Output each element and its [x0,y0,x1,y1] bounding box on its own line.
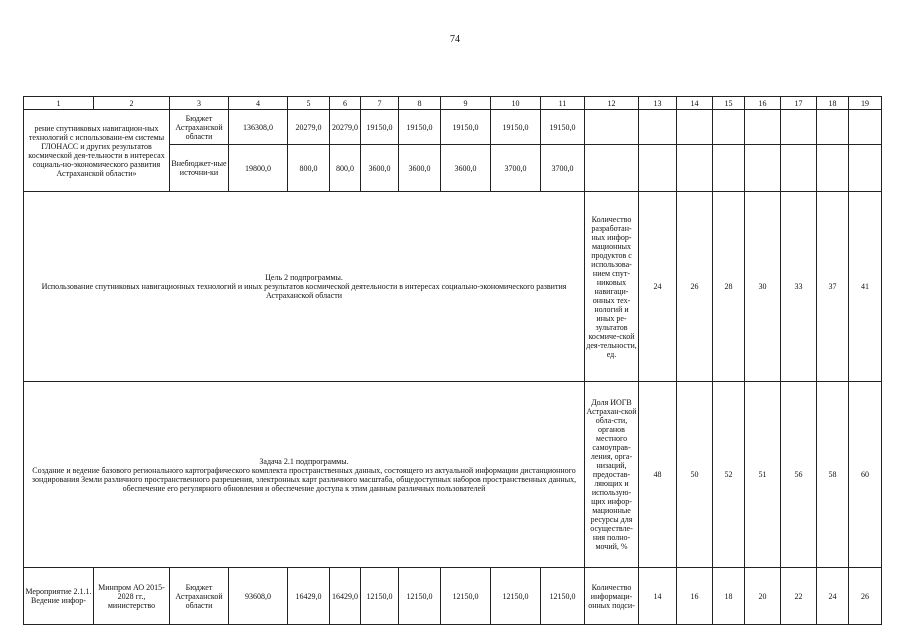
value-cell: 800,0 [288,145,330,192]
column-header: 7 [361,97,399,110]
empty-cell [817,110,849,145]
indicator-value: 37 [817,192,849,382]
indicator-value: 52 [713,382,745,568]
value-cell: 20279,0 [288,110,330,145]
value-cell: 93608,0 [229,568,288,625]
column-header: 3 [170,97,229,110]
empty-cell [677,110,713,145]
empty-cell [585,110,639,145]
indicator-value: 18 [713,568,745,625]
funding-source: Бюджет Астраханской области [170,110,229,145]
value-cell: 19150,0 [491,110,541,145]
indicator-value: 22 [781,568,817,625]
indicator-value: 30 [745,192,781,382]
empty-cell [677,145,713,192]
goal-indicator: Количество разработан-ных инфор-мационных продуктов с использова-нием спут-никовых навигаци-онных тех-нологий и иных ре-зультатов космиче-ской дея-тельности, ед. [585,192,639,382]
column-header: 4 [229,97,288,110]
measure-executor: Минпром АО 2015-2028 гг., министерство [94,568,170,625]
value-cell: 19150,0 [541,110,585,145]
value-cell: 19150,0 [361,110,399,145]
column-header: 5 [288,97,330,110]
column-header: 17 [781,97,817,110]
value-cell: 3600,0 [361,145,399,192]
goal-cell [24,192,585,382]
indicator-value: 24 [817,568,849,625]
column-header: 15 [713,97,745,110]
column-header: 16 [745,97,781,110]
column-header: 1 [24,97,94,110]
value-cell: 12150,0 [361,568,399,625]
value-cell: 12150,0 [491,568,541,625]
indicator-value: 50 [677,382,713,568]
task-indicator: Доля ИОГВ Астрахан-ской обла-сти, органов местного самоуправ-ления, орга-низаций, предостав-ляющих и использую-щих инфор-мационные ресурсы для осуществле-ния полно-мочий, % [585,382,639,568]
empty-cell [639,145,677,192]
column-header: 2 [94,97,170,110]
empty-cell [713,110,745,145]
task-title: Задача 2.1 подпрограммы. [259,456,349,466]
column-header: 18 [817,97,849,110]
goal-text: Использование спутниковых навигационных технологий и иных результатов космической деятельности в интересах социально-экономического развития Астраханской области [41,282,567,300]
column-header: 10 [491,97,541,110]
program-table [23,96,882,625]
table-row [24,110,882,145]
measure-description: рение спутниковых навигацион-ных технологий с использовани-ем системы ГЛОНАСС и других результатов космической дея-тельности в интересах социаль-но-экономического развития Астраханской области» [24,110,170,192]
empty-cell [849,110,882,145]
measure-indicator: Количество информаци-онных подси- [585,568,639,625]
empty-cell [781,145,817,192]
value-cell: 3700,0 [491,145,541,192]
measure-name: Мероприятие 2.1.1. Ведение инфор- [24,568,94,625]
value-cell: 20279,0 [330,110,361,145]
value-cell: 3700,0 [541,145,585,192]
indicator-value: 14 [639,568,677,625]
column-header: 8 [399,97,441,110]
funding-source: Бюджет Астраханской области [170,568,229,625]
task-cell [24,382,585,568]
funding-source: Внебюджет-ные источни-ки [170,145,229,192]
column-header: 13 [639,97,677,110]
column-header: 19 [849,97,882,110]
empty-cell [849,145,882,192]
value-cell: 3600,0 [399,145,441,192]
value-cell: 19150,0 [399,110,441,145]
column-header-row [24,97,882,110]
indicator-value: 24 [639,192,677,382]
task-text: Создание и ведение базового регионального картографического комплекта пространственных данных, состоящего из актуальной информации дистанционного зондирования Земли различного пространственного разрешения, электронных карт различного масштаба, общедоступных наборов пространственных данных, обеспечение его регулярного обновления и обеспечение доступа к этим данным различных пользователей [31,465,577,493]
indicator-value: 20 [745,568,781,625]
indicator-value: 28 [713,192,745,382]
empty-cell [817,145,849,192]
measure-row [24,568,882,625]
page-number: 74 [450,34,460,45]
column-header: 12 [585,97,639,110]
empty-cell [639,110,677,145]
empty-cell [745,145,781,192]
value-cell: 12150,0 [399,568,441,625]
indicator-value: 56 [781,382,817,568]
value-cell: 800,0 [330,145,361,192]
value-cell: 19150,0 [441,110,491,145]
empty-cell [713,145,745,192]
indicator-value: 58 [817,382,849,568]
value-cell: 3600,0 [441,145,491,192]
empty-cell [781,110,817,145]
value-cell: 16429,0 [330,568,361,625]
indicator-value: 16 [677,568,713,625]
value-cell: 12150,0 [541,568,585,625]
task-row [24,382,882,568]
column-header: 14 [677,97,713,110]
indicator-value: 33 [781,192,817,382]
value-cell: 16429,0 [288,568,330,625]
value-cell: 136308,0 [229,110,288,145]
goal-title: Цель 2 подпрограммы. [265,273,343,282]
column-header: 6 [330,97,361,110]
column-header: 11 [541,97,585,110]
indicator-value: 26 [677,192,713,382]
empty-cell [585,145,639,192]
indicator-value: 51 [745,382,781,568]
indicator-value: 41 [849,192,882,382]
indicator-value: 26 [849,568,882,625]
value-cell: 12150,0 [441,568,491,625]
empty-cell [745,110,781,145]
goal-row [24,192,882,382]
value-cell: 19800,0 [229,145,288,192]
indicator-value: 60 [849,382,882,568]
indicator-value: 48 [639,382,677,568]
column-header: 9 [441,97,491,110]
